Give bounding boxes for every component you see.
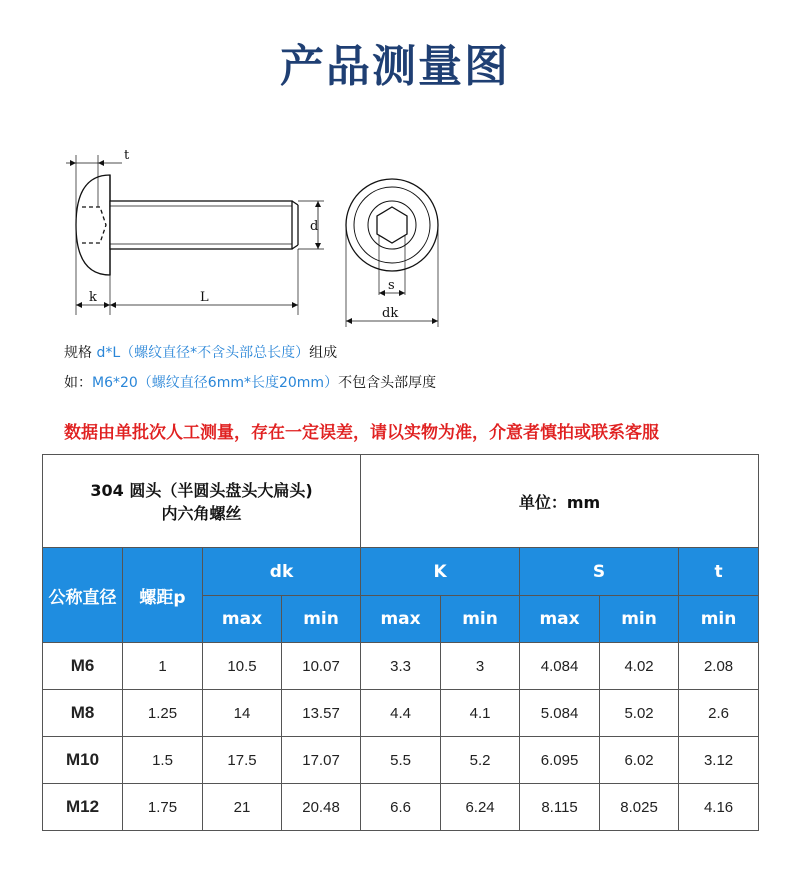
table-row <box>43 737 759 784</box>
cell-k-max: 5.5 <box>361 737 441 784</box>
spec-highlight: d*L（螺纹直径*不含头部总长度） <box>96 345 310 361</box>
col-group-k: K <box>361 548 520 596</box>
unit-cell: 单位：mm <box>361 455 759 548</box>
cell-k-min: 6.24 <box>441 784 520 831</box>
cell-k-max: 3.3 <box>361 643 441 690</box>
label-k: k <box>89 290 97 305</box>
page-title: 产品测量图 <box>280 41 510 92</box>
sub-s-max: max <box>520 596 600 643</box>
sub-k-min: min <box>441 596 520 643</box>
label-t: t <box>124 148 130 163</box>
example-highlight: M6*20（螺纹直径6mm*长度20mm） <box>92 375 339 391</box>
table-row <box>43 784 759 831</box>
cell-t-min: 2.6 <box>679 690 759 737</box>
sub-s-min: min <box>600 596 679 643</box>
label-d: d <box>310 219 319 234</box>
cell-dk-max: 10.5 <box>203 643 282 690</box>
cell-s-max: 5.084 <box>520 690 600 737</box>
measurement-notice: 数据由单批次人工测量，存在一定误差，请以实物为准，介意者慎拍或联系客服 <box>64 423 659 443</box>
table-row <box>43 690 759 737</box>
cell-dk-max: 14 <box>203 690 282 737</box>
table-title-row <box>43 455 759 548</box>
cell-dk-min: 17.07 <box>282 737 361 784</box>
cell-name: M10 <box>43 737 123 784</box>
label-L: L <box>200 290 209 305</box>
cell-name: M6 <box>43 643 123 690</box>
col-group-s: S <box>520 548 679 596</box>
cell-t-min: 3.12 <box>679 737 759 784</box>
cell-k-max: 6.6 <box>361 784 441 831</box>
col-pitch: 螺距p <box>123 548 203 643</box>
measurement-table <box>42 454 759 831</box>
cell-name: M8 <box>43 690 123 737</box>
sub-dk-min: min <box>282 596 361 643</box>
cell-name: M12 <box>43 784 123 831</box>
cell-dk-max: 17.5 <box>203 737 282 784</box>
cell-dk-min: 10.07 <box>282 643 361 690</box>
col-group-dk: dk <box>203 548 361 596</box>
cell-k-max: 4.4 <box>361 690 441 737</box>
example-suffix: 不包含头部厚度 <box>338 375 437 391</box>
cell-t-min: 2.08 <box>679 643 759 690</box>
front-view <box>346 179 438 327</box>
spec-suffix: 组成 <box>309 345 338 361</box>
sub-k-max: max <box>361 596 441 643</box>
cell-s-max: 6.095 <box>520 737 600 784</box>
spec-line-2 <box>64 372 436 392</box>
cell-s-max: 4.084 <box>520 643 600 690</box>
cell-dk-max: 21 <box>203 784 282 831</box>
table-row <box>43 643 759 690</box>
cell-s-min: 5.02 <box>600 690 679 737</box>
col-nominal-diameter: 公称直径 <box>43 548 123 643</box>
cell-k-min: 5.2 <box>441 737 520 784</box>
cell-k-min: 3 <box>441 643 520 690</box>
product-name-line1: 304 圆头（半圆头盘头大扁头) <box>90 481 313 500</box>
cell-pitch: 1.5 <box>123 737 203 784</box>
side-view <box>66 155 324 315</box>
header-row-1 <box>43 548 759 596</box>
product-name-line2: 内六角螺丝 <box>161 504 242 523</box>
cell-s-min: 4.02 <box>600 643 679 690</box>
cell-dk-min: 13.57 <box>282 690 361 737</box>
example-prefix: 如： <box>64 375 92 391</box>
product-name-cell <box>43 455 361 548</box>
cell-k-min: 4.1 <box>441 690 520 737</box>
cell-pitch: 1 <box>123 643 203 690</box>
col-group-t: t <box>679 548 759 596</box>
cell-s-min: 8.025 <box>600 784 679 831</box>
spec-line-1 <box>64 342 337 362</box>
screw-drawing <box>62 145 462 335</box>
spec-prefix: 规格 <box>64 345 97 361</box>
sub-t-min: min <box>679 596 759 643</box>
label-s: s <box>388 278 395 293</box>
cell-pitch: 1.75 <box>123 784 203 831</box>
cell-s-max: 8.115 <box>520 784 600 831</box>
cell-pitch: 1.25 <box>123 690 203 737</box>
cell-dk-min: 20.48 <box>282 784 361 831</box>
sub-dk-max: max <box>203 596 282 643</box>
cell-t-min: 4.16 <box>679 784 759 831</box>
cell-s-min: 6.02 <box>600 737 679 784</box>
label-dk: dk <box>382 306 399 321</box>
